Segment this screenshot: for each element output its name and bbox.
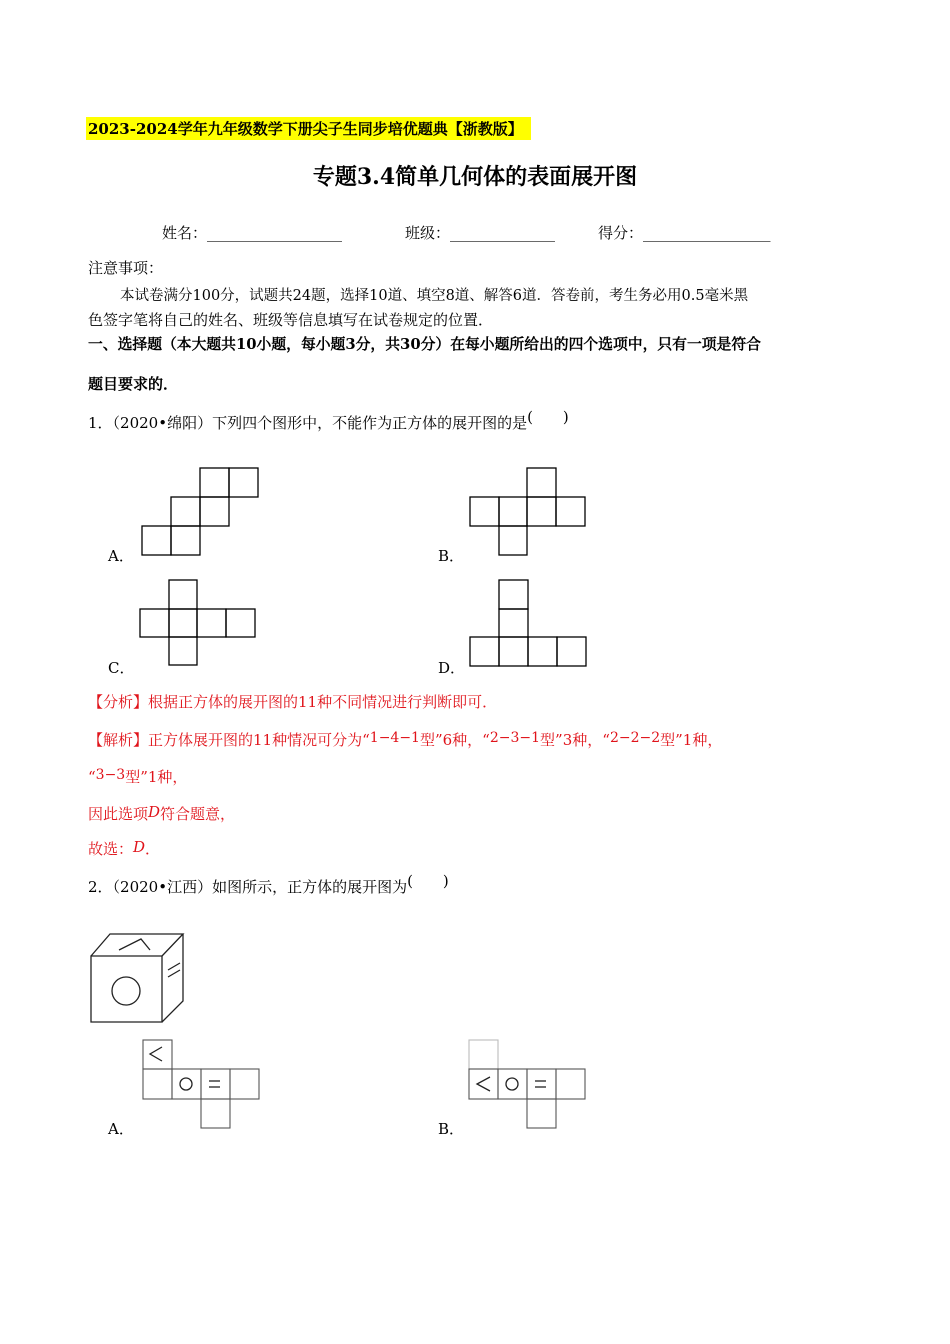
notice-line-2: 色签字笔将自己的姓名、班级等信息填写在试卷规定的位置． — [88, 311, 494, 329]
net-a-face — [171, 497, 200, 526]
therefore-text: 符合题意， — [160, 805, 236, 823]
name-label: 姓名： — [162, 224, 208, 242]
series-banner: 2023-2024学年九年级数学下册尖子生同步培优题典【浙教版】 — [86, 117, 531, 140]
net-d-face — [470, 637, 499, 666]
answer-paren: ( ) — [407, 872, 449, 890]
analysis-text: 根据正方体的展开图的11种不同情况进行判断即可． — [148, 693, 498, 711]
formula-3-3: 3−3 — [95, 767, 126, 783]
q2-net-b-face — [469, 1040, 498, 1069]
answer-text: 故选： — [88, 840, 134, 858]
net-a-face — [200, 468, 229, 497]
net-b-face — [556, 497, 585, 526]
less-than-symbol-icon — [150, 1047, 162, 1061]
page-title: 专题3.4简单几何体的表面展开图 — [312, 164, 638, 190]
cube-front-face — [91, 956, 162, 1022]
answer-paren: ( ) — [527, 408, 569, 426]
notice-line-1: 本试卷满分100分，试题共24题，选择10道、填空8道、解答6道．答卷前，考生务必用0.5毫米黑 — [120, 288, 749, 304]
therefore-var: D — [148, 803, 161, 821]
section-heading-line-1: 一、选择题（本大题共10小题，每小题3分，共30分）在每小题所给出的四个选项中，只有一项是符合 — [88, 336, 761, 353]
net-d-face — [499, 580, 528, 609]
net-b-face — [499, 497, 527, 526]
solution-line-1 — [88, 729, 722, 750]
q2-net-figure-a — [140, 1038, 262, 1130]
q2-net-b-face — [469, 1069, 498, 1099]
net-c-face — [169, 637, 197, 665]
name-field — [162, 222, 342, 243]
cube-right-face — [162, 934, 183, 1022]
circle-symbol-icon — [506, 1078, 518, 1090]
q2-net-b-face — [498, 1069, 527, 1099]
class-blank: ______________ — [450, 224, 556, 242]
net-d-face — [499, 609, 528, 637]
net-c-face — [169, 609, 197, 637]
circle-symbol-icon — [112, 977, 140, 1005]
analysis-tag: 【分析】 — [88, 693, 149, 711]
circle-symbol-icon — [180, 1078, 192, 1090]
solution-line-2 — [88, 766, 187, 787]
solution-text: 型”1种， — [125, 768, 188, 786]
class-field — [405, 222, 555, 243]
notice-heading: 注意事项： — [88, 259, 164, 277]
class-label: 班级： — [405, 224, 451, 242]
net-c-face — [226, 609, 255, 637]
solution-tag: 【解析】 — [88, 731, 149, 749]
cube-figure — [88, 930, 188, 1025]
net-b-face — [470, 497, 499, 526]
option-a-label: A． — [108, 547, 134, 565]
q2-option-a-label: A． — [108, 1120, 134, 1138]
question-number: 2． — [88, 878, 113, 896]
net-b-face — [527, 497, 556, 526]
q2-net-a-face — [143, 1069, 172, 1099]
formula-2-3-1: 2−3−1 — [489, 730, 541, 746]
option-b-label: B． — [438, 547, 465, 565]
net-c-face — [197, 609, 226, 637]
question-stem: （2020•绵阳）下列四个图形中，不能作为正方体的展开图的是 — [112, 414, 528, 432]
answer-var: D — [133, 838, 146, 856]
question-2 — [88, 872, 449, 897]
net-b-face — [527, 468, 556, 497]
solution-text: 型”6种，“ — [419, 731, 490, 749]
score-label: 得分： — [598, 224, 644, 242]
net-a-face — [200, 497, 229, 526]
therefore-text: 因此选项 — [88, 805, 149, 823]
formula-2-2-2: 2−2−2 — [609, 730, 661, 746]
net-a-face — [142, 526, 171, 555]
analysis-line — [88, 691, 497, 712]
question-1 — [88, 408, 569, 433]
net-figure-a — [140, 467, 258, 557]
q2-option-b-label: B． — [438, 1120, 465, 1138]
score-blank: _________________ — [643, 224, 771, 242]
therefore-line — [88, 803, 235, 824]
solution-text: 正方体展开图的11种情况可分为“ — [148, 731, 370, 749]
net-a-face — [229, 468, 258, 497]
net-d-face — [499, 637, 528, 666]
solution-text: 型”3种，“ — [540, 731, 610, 749]
question-stem: （2020•江西）如图所示，正方体的展开图为 — [112, 878, 408, 896]
net-figure-d — [469, 579, 589, 669]
answer-line — [88, 838, 160, 859]
q2-net-b-face — [556, 1069, 585, 1099]
q2-net-a-face — [143, 1040, 172, 1069]
question-number: 1． — [88, 414, 113, 432]
equals-symbol-icon — [168, 970, 180, 977]
solution-text: “ — [88, 768, 96, 786]
section-heading-line-2: 题目要求的． — [88, 375, 179, 393]
net-d-face — [557, 637, 586, 666]
less-than-symbol-icon — [477, 1077, 490, 1091]
q2-net-b-face — [527, 1069, 556, 1099]
option-c-label: C． — [108, 659, 135, 677]
option-d-label: D． — [438, 659, 466, 677]
q2-net-figure-b — [466, 1038, 590, 1130]
q2-net-a-face — [201, 1069, 230, 1099]
equals-symbol-icon — [168, 963, 180, 970]
q2-net-a-face — [172, 1069, 201, 1099]
net-figure-c — [139, 579, 257, 669]
formula-1-4-1: 1−4−1 — [369, 730, 420, 746]
less-than-symbol-icon — [119, 939, 150, 950]
q2-net-a-face — [230, 1069, 259, 1099]
name-blank: __________________ — [207, 224, 343, 242]
net-a-face — [171, 526, 200, 555]
score-field — [598, 222, 771, 243]
answer-text: ． — [145, 840, 161, 858]
net-figure-b — [469, 467, 587, 557]
net-c-face — [169, 580, 197, 609]
q2-net-a-face — [201, 1099, 230, 1128]
q2-net-b-face — [527, 1099, 556, 1128]
net-b-face — [499, 526, 527, 555]
cube-top-face — [91, 934, 183, 956]
net-d-face — [528, 637, 557, 666]
net-c-face — [140, 609, 169, 637]
solution-text: 型”1种， — [660, 731, 723, 749]
